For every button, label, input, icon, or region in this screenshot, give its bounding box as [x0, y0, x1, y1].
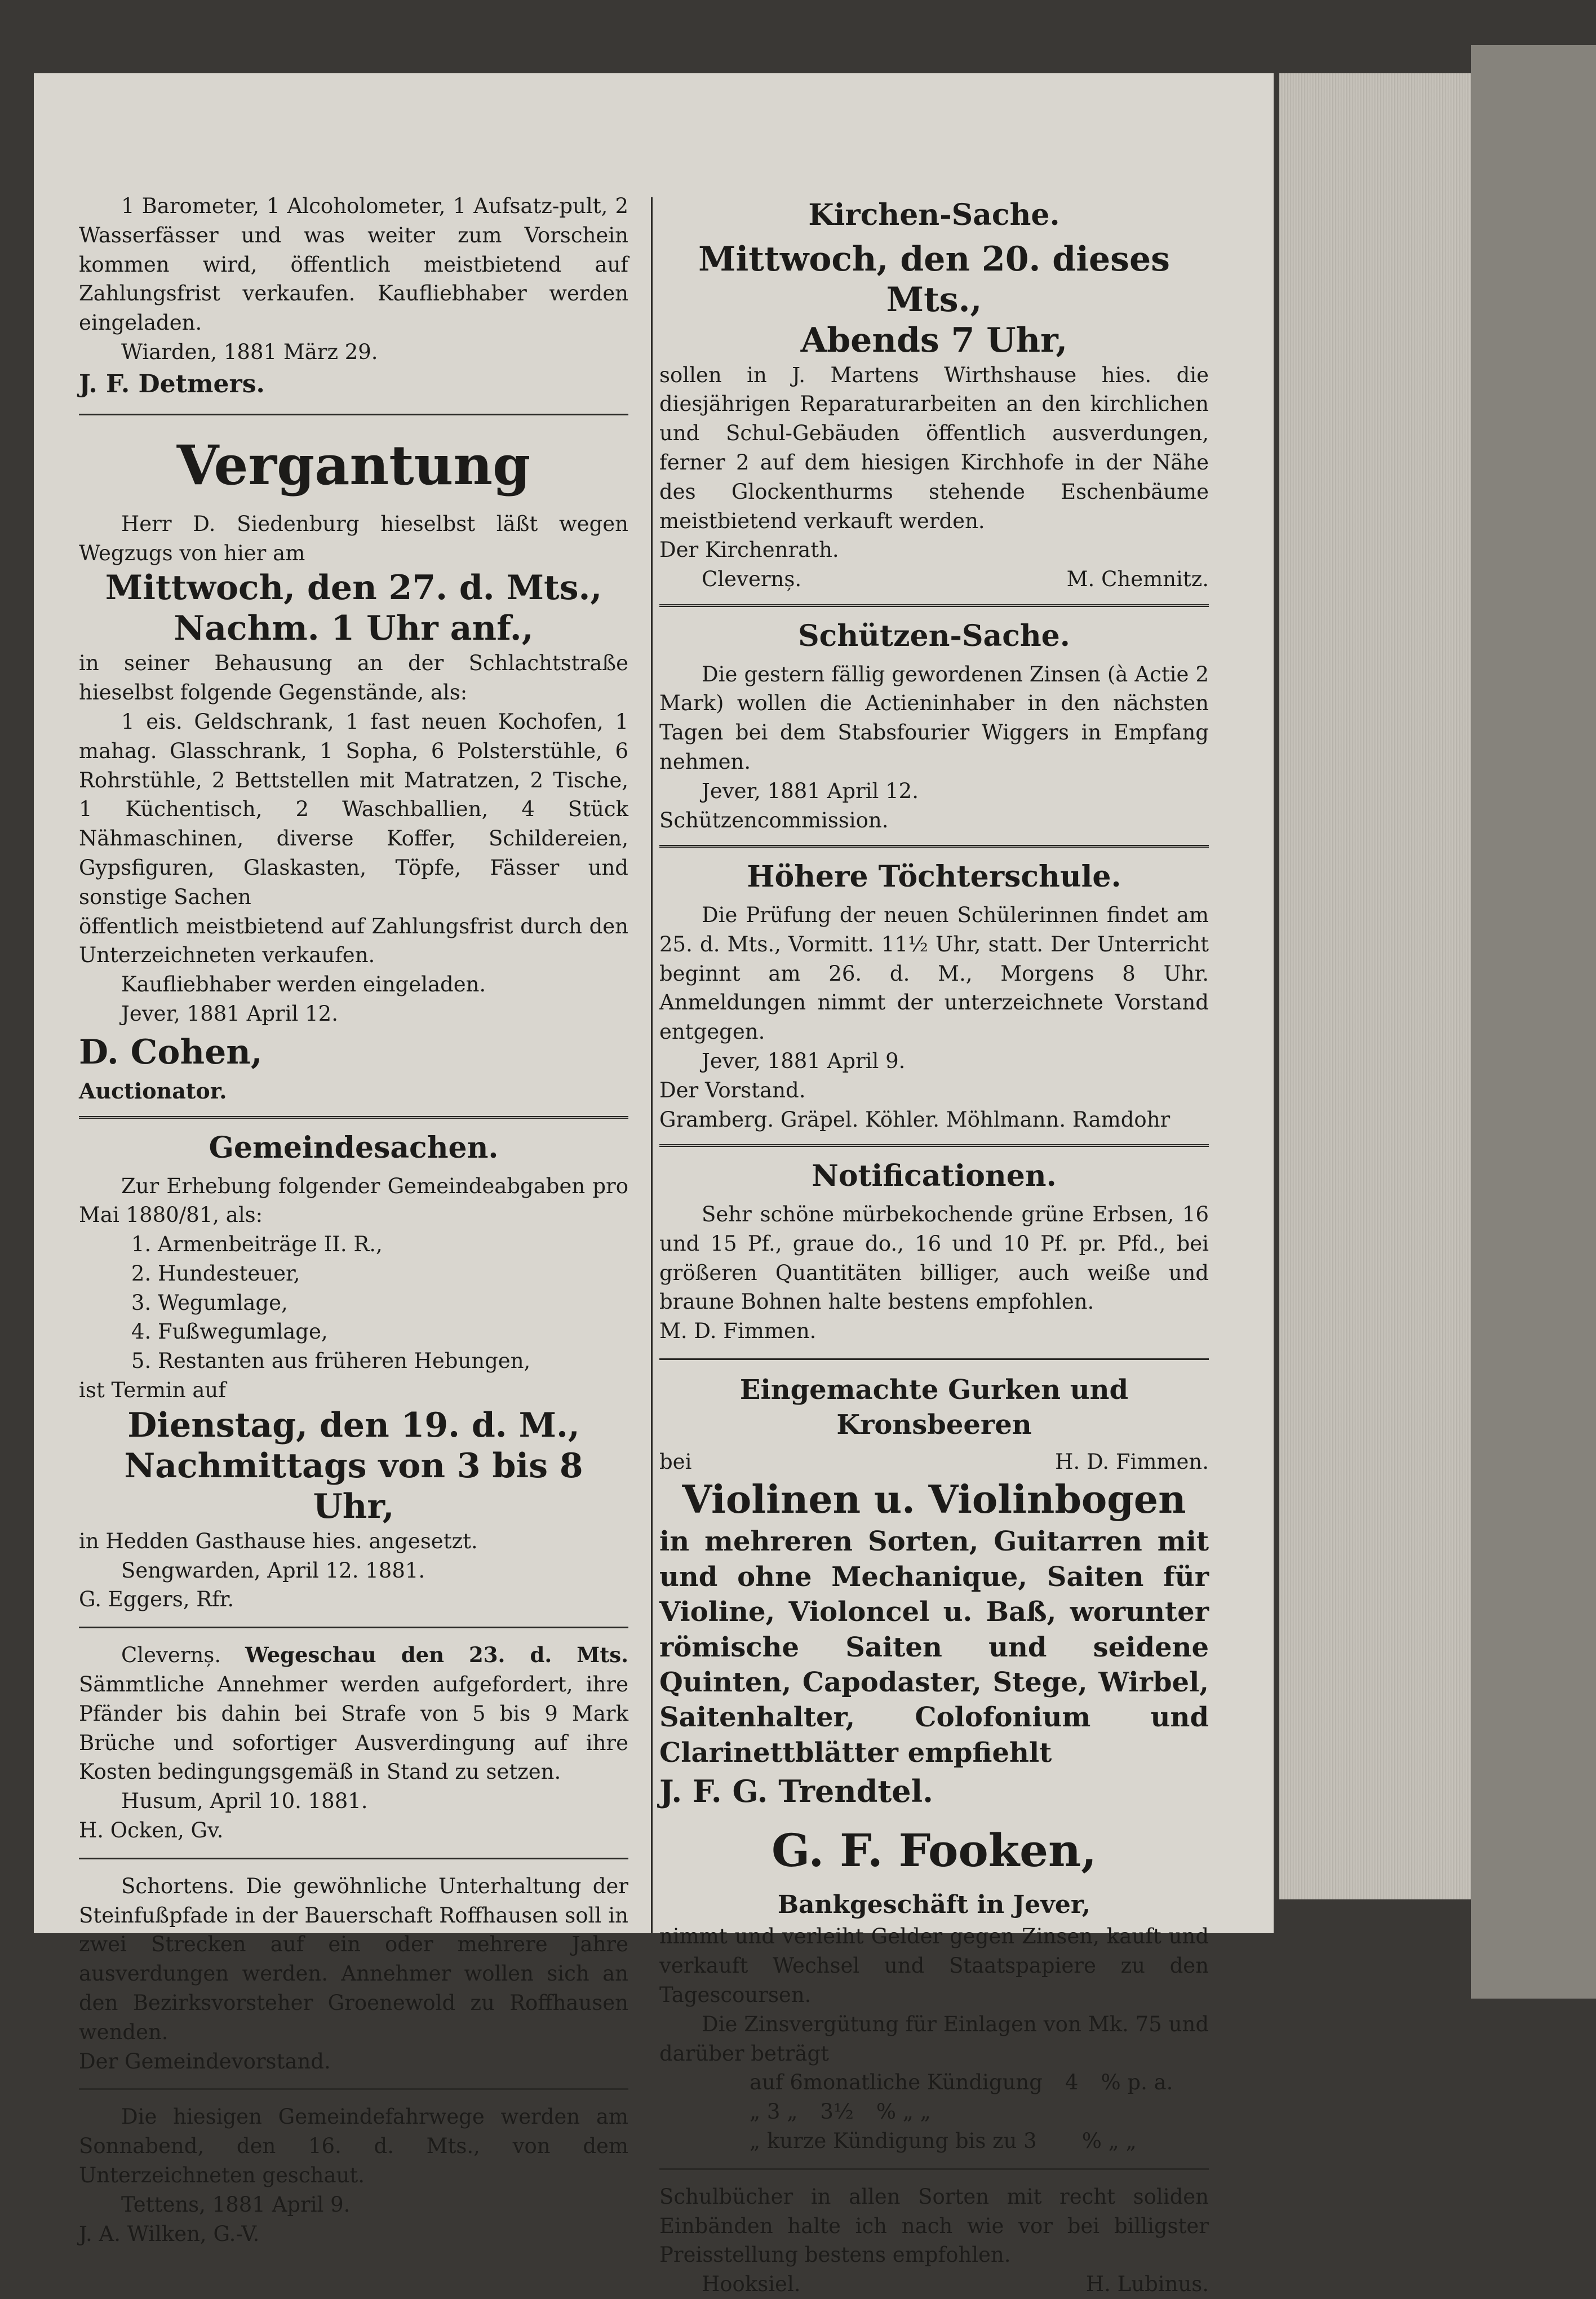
table-cell: „ kurze Kündigung bis zu 3 — [750, 2128, 1037, 2153]
ad-intro: Herr D. Siedenburg hieselbst läßt wegen Wegzugs von hier am — [79, 511, 628, 565]
table-cell: % „ „ — [876, 2099, 931, 2124]
page-edges — [1279, 73, 1471, 1899]
divider-line — [659, 1144, 1209, 1147]
ad-gemeinde — [79, 1129, 628, 1614]
ad-signature: D. Cohen, — [79, 1032, 263, 1072]
table-row — [750, 2127, 1209, 2156]
table-cell: „ 3 „ — [750, 2099, 798, 2124]
ad-text: nimmt und verleiht Gelder gegen Zinsen, kauft und verkauft Wechsel und Staatspapiere zu den Tagescoursen. — [659, 1924, 1209, 2007]
ad-date: Jever, 1881 April 12. — [121, 1001, 338, 1026]
ad-title: Gemeindesachen. — [209, 1130, 499, 1165]
ad-title: Notificationen. — [812, 1159, 1057, 1194]
ad-sale: öffentlich meistbietend auf Zahlungsfrist durch den Unterzeichneten verkaufen. — [79, 914, 628, 968]
ad-detmers — [79, 192, 628, 401]
ad-date: Tettens, 1881 April 9. — [121, 2192, 351, 2217]
table-row — [750, 2068, 1209, 2097]
ad-title: Schützen-Sache. — [798, 618, 1070, 653]
ad-text: Sämmtliche Annehmer werden aufgefordert, ihre Pfänder bis dahin bei Strafe von 5 bis 9 Mark Brüche und sofortiger Ausverdingung auf ihre Kosten bedingungsgemäß in Stand zu setzen. — [79, 1672, 628, 1784]
list-item: 4. Fußwegumlage, — [158, 1317, 628, 1346]
ad-termin: ist Termin auf — [79, 1378, 226, 1403]
ad-title: Vergantung — [176, 433, 531, 498]
ad-intro: Zur Erhebung folgender Gemeindeabgaben pro Mai 1880/81, als: — [79, 1173, 628, 1228]
ad-place: in seiner Behausung an der Schlachtstraße hieselbst folgende Gegenstände, als: — [79, 651, 628, 705]
ad-place: in Hedden Gasthause hies. angesetzt. — [79, 1529, 478, 1553]
ad-text: Die hiesigen Gemeindefahrwege werden am Sonnabend, den 16. d. Mts., von dem Unterzeichneten geschaut. — [79, 2105, 628, 2188]
ad-vergantung — [79, 428, 628, 1106]
ad-invite: Kaufliebhaber werden eingeladen. — [121, 972, 486, 997]
ad-bei: bei — [659, 1449, 692, 1474]
ad-when-time: Nachm. 1 Uhr anf., — [174, 609, 534, 649]
table-cell: 3½ — [820, 2099, 854, 2124]
ad-place: Hooksiel. — [702, 2272, 801, 2297]
divider-line — [659, 604, 1209, 607]
levy-list — [79, 1230, 628, 1376]
ad-title: Kirchen-Sache. — [808, 198, 1060, 232]
ad-when-time: Abends 7 Uhr, — [800, 320, 1068, 360]
ad-text: in mehreren Sorten, Guitarren mit und ohne Mechanique, Saiten für Violine, Violoncel u. Baß, worunter römische Saiten und seidene Quinten, Capodaster, Stege, Wirbel, Saitenhalter, Colofonium und Clarinettblätter empfiehlt — [659, 1526, 1209, 1769]
ad-text: 1 Barometer, 1 Alcoholometer, 1 Aufsatz-pult, 2 Wasserfässer und was weiter zum Vorschein kommen wird, öffentlich meistbietend auf Zahlungsfrist verkaufen. Kaufliebhaber werden eingeladen. — [79, 194, 628, 335]
ad-when-date: Mittwoch, den 20. dieses Mts., — [698, 239, 1170, 320]
divider-line — [659, 845, 1209, 848]
ad-org: Der Kirchenrath. — [659, 538, 839, 562]
ad-date: Jever, 1881 April 9. — [702, 1048, 906, 1073]
ad-bold: Wegeschau den 23. d. Mts. — [245, 1642, 628, 1668]
ad-signature: H. Ocken, Gv. — [79, 1818, 224, 1843]
ad-signature: Schützencommission. — [659, 808, 889, 832]
ad-date: Jever, 1881 April 12. — [702, 778, 919, 803]
ad-names: Gramberg. Gräpel. Köhler. Möhlmann. Ramdohr — [659, 1107, 1171, 1132]
ad-signature: J. A. Wilken, G.-V. — [79, 2221, 260, 2246]
ad-kirchen — [659, 196, 1209, 594]
table-cell: % „ „ — [1081, 2128, 1137, 2153]
left-column — [79, 192, 628, 2248]
ad-text: Sehr schöne mürbekochende grüne Erbsen, 16 und 15 Pf., graue do., 16 und 10 Pf. pr. Pfd., bei größeren Quantitäten billiger, auch weiße und braune Bohnen halte bestens empfohlen. — [659, 1202, 1209, 1314]
table-row — [750, 2097, 1209, 2127]
ad-signature: J. F. G. Trendtel. — [659, 1773, 933, 1810]
ad-role: Auctionator. — [79, 1078, 227, 1104]
ad-text: Die Prüfung der neuen Schülerinnen findet am 25. d. Mts., Vormitt. 11½ Uhr, statt. Der Unterricht beginnt am 26. d. M., Morgens 8 Uhr. Anmeldungen nimmt der unterzeichnete Vorstand entgegen. — [659, 902, 1209, 1044]
list-item: 2. Hundesteuer, — [158, 1259, 628, 1288]
ad-text: Die gestern fällig gewordenen Zinsen (à Actie 2 Mark) wollen die Actieninhaber in den nächsten Tagen bei dem Stabsfourier Wiggers in Empfang nehmen. — [659, 662, 1209, 774]
interest-table — [750, 2068, 1209, 2155]
ad-when-date: Mittwoch, den 27. d. Mts., — [105, 568, 602, 608]
ad-gurken — [659, 1372, 1209, 1477]
ad-title: Violinen u. Violinbogen — [682, 1477, 1186, 1523]
table-cell: auf 6monatliche Kündigung — [750, 2070, 1043, 2095]
list-item: 3. Wegumlage, — [158, 1288, 628, 1318]
ad-place: Clevernș. — [702, 567, 802, 592]
ad-text2: Die Zinsvergütung für Einlagen von Mk. 75 und darüber beträgt — [659, 2012, 1209, 2066]
divider-line — [79, 1116, 628, 1119]
ad-fooken — [659, 1819, 1209, 2156]
ad-text: Schulbücher in allen Sorten mit recht soliden Einbänden halte ich nach wie vor bei billigster Preisstellung bestens empfohlen. — [659, 2184, 1209, 2267]
ad-signature: M. D. Fimmen. — [659, 1319, 817, 1344]
ad-items: 1 eis. Geldschrank, 1 fast neuen Kochofen, 1 mahag. Glasschrank, 1 Sopha, 6 Polsterstühle, 6 Rohrstühle, 2 Bettstellen mit Matratzen, 2 Tische, 1 Küchentisch, 2 Waschballien, 4 Stück Nähmaschinen, diverse Koffer, Schildereien, Gypsfiguren, Glaskasten, Töpfe, Fässer und sonstige Sachen — [79, 709, 628, 909]
ad-title: Eingemachte Gurken und Kronsbeeren — [739, 1374, 1129, 1441]
ad-notif — [659, 1157, 1209, 1346]
ad-lead: Clevernș. — [121, 1643, 221, 1668]
ad-date: Wiarden, 1881 März 29. — [121, 339, 378, 364]
ad-text: Schortens. Die gewöhnliche Unterhaltung der Steinfußpfade in der Bauerschaft Roffhausen soll in zwei Strecken auf ein oder mehrere Jahre ausverdungen werden. Annehmer wollen sich an den Bezirksvorsteher Groenewold zu Roffhausen wenden. — [79, 1873, 628, 2044]
ad-when-date: Dienstag, den 19. d. M., — [127, 1405, 580, 1445]
book-cover-edge — [1471, 45, 1596, 1999]
ad-schuetzen — [659, 617, 1209, 835]
ad-signature: M. Chemnitz. — [1066, 567, 1209, 592]
ad-wegeschau — [79, 1641, 628, 1845]
divider-line — [659, 2168, 1209, 2170]
ad-violinen — [659, 1476, 1209, 1813]
divider-line — [79, 1627, 628, 1628]
ad-toechter — [659, 858, 1209, 1134]
ad-signature: H. Lubinus. — [1085, 2272, 1209, 2297]
ad-date: Husum, April 10. 1881. — [121, 1789, 368, 1814]
ad-org: Der Vorstand. — [659, 1078, 806, 1102]
ad-text: sollen in J. Martens Wirthshause hies. die diesjährigen Reparaturarbeiten an den kirchlichen und Schul-Gebäuden öffentlich ausverdungen, ferner 2 auf dem hiesigen Kirchhofe in der Nähe des Glockenthurms stehende Eschenbäume meistbietend verkauft werden. — [659, 362, 1209, 533]
divider-line — [79, 2088, 628, 2090]
right-column — [659, 192, 1209, 2299]
ad-signature: J. F. Detmers. — [79, 369, 265, 398]
ad-tettens — [79, 2102, 628, 2248]
table-cell: 4 — [1065, 2070, 1079, 2095]
ad-when-time: Nachmittags von 3 bis 8 Uhr, — [124, 1446, 583, 1526]
list-item: 5. Restanten aus früheren Hebungen, — [158, 1346, 628, 1376]
ad-lubinus — [659, 2182, 1209, 2299]
ad-title: G. F. Fooken, — [771, 1823, 1097, 1877]
ad-schortens — [79, 1872, 628, 2076]
newspaper-page — [34, 73, 1274, 2297]
ad-subtitle: Bankgeschäft in Jever, — [777, 1890, 1091, 1919]
divider-line — [79, 414, 628, 415]
ad-signature: Der Gemeindevorstand. — [79, 2049, 331, 2074]
column-divider — [651, 197, 653, 1933]
list-item: 1. Armenbeiträge II. R., — [158, 1230, 628, 1259]
table-cell: % p. a. — [1101, 2070, 1173, 2095]
ad-signature: H. D. Fimmen. — [1055, 1449, 1209, 1474]
divider-line — [79, 1858, 628, 1859]
ad-title: Höhere Töchterschule. — [747, 860, 1121, 894]
ad-signature: G. Eggers, Rfr. — [79, 1587, 234, 1612]
divider-line — [659, 1358, 1209, 1360]
ad-date: Sengwarden, April 12. 1881. — [121, 1558, 425, 1583]
